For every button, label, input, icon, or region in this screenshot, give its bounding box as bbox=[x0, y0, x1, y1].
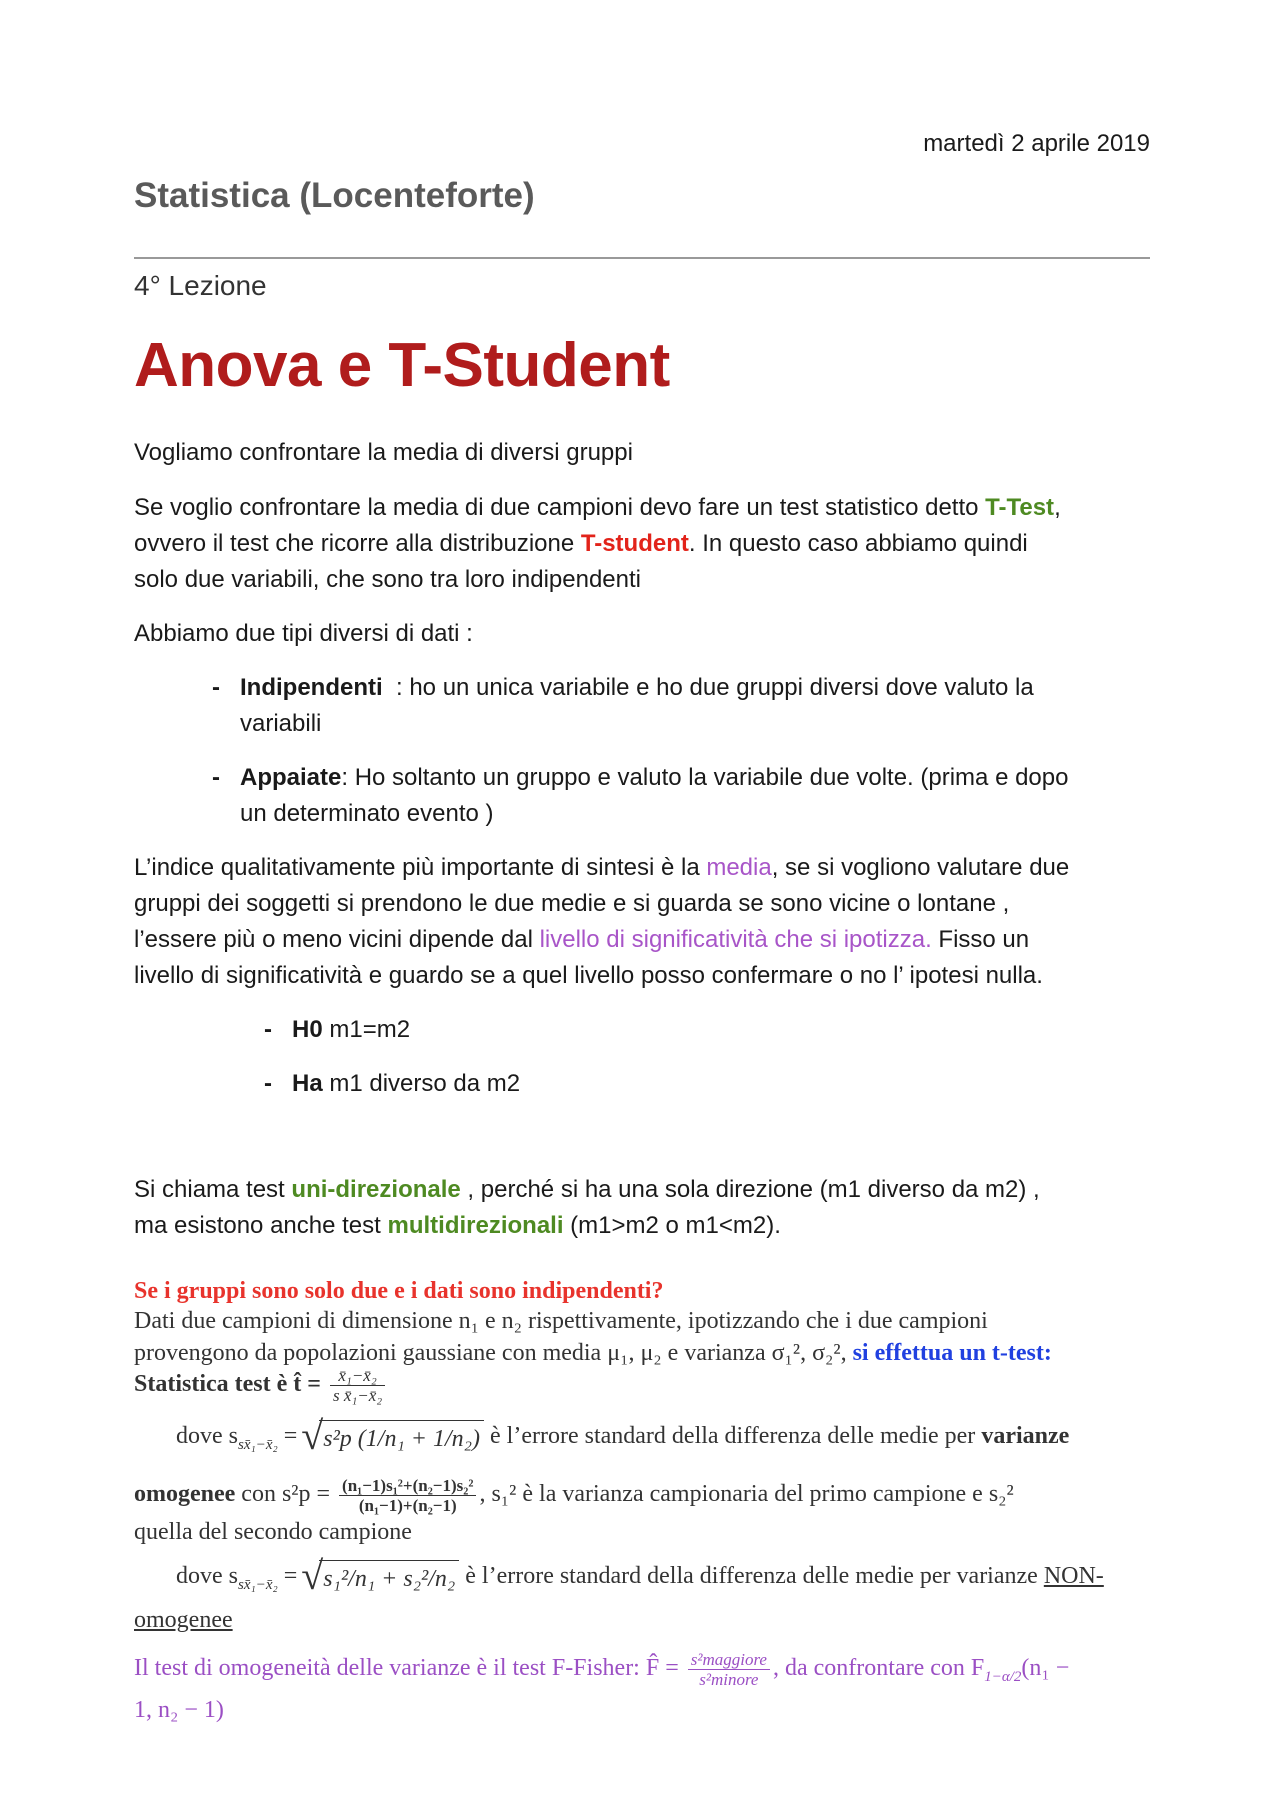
excerpt-line bbox=[134, 1694, 1174, 1726]
excerpt-ttest: si effettua un t-test: bbox=[852, 1340, 1052, 1366]
excerpt-sub: sx̄₁−x̄₂ bbox=[238, 1576, 278, 1593]
excerpt-text: omogenee bbox=[134, 1607, 233, 1633]
uni-term: uni-direzionale bbox=[291, 1176, 461, 1203]
data-type-desc: : Ho soltanto un gruppo e valuto la variabile due volte. (prima e dopo bbox=[341, 764, 1069, 791]
excerpt-sub: sx̄₁−x̄₂ bbox=[238, 1436, 278, 1453]
hypothesis-item bbox=[264, 1012, 411, 1048]
ttest-text: ovvero il test che ricorre alla distribuzione bbox=[134, 530, 581, 557]
fraction-den: (n₁−1)+(n₂−1) bbox=[358, 1496, 457, 1515]
excerpt-line bbox=[134, 1516, 1174, 1548]
fraction-num: (n₁−1)s₁²+(n₂−1)s₂² bbox=[339, 1476, 476, 1496]
excerpt-line bbox=[134, 1476, 1174, 1515]
significance-term: livello di significatività che si ipotizza. bbox=[539, 926, 932, 953]
direction-text: Si chiama test bbox=[134, 1176, 292, 1203]
direction-text: , perché si ha una sola direzione (m1 diverso da m2) , bbox=[460, 1176, 1040, 1203]
data-type-desc: un determinato evento ) bbox=[240, 800, 494, 827]
media-text: Fisso un bbox=[931, 926, 1030, 953]
formula-sqrt: √ s₁²/n₁ + s₂²/n₂ bbox=[319, 1560, 459, 1595]
date: martedì 2 aprile 2019 bbox=[923, 130, 1150, 157]
media-text: gruppi dei soggetti si prendono le due medie e si guarda se sono vicine o lontane , bbox=[134, 890, 1010, 917]
formula-fraction bbox=[688, 1650, 770, 1689]
hypothesis-text: m1=m2 bbox=[322, 1016, 411, 1043]
ttest-text: . In questo caso abbiamo quindi bbox=[688, 530, 1028, 557]
fraction-den: s x̄₁−x̄₂ bbox=[332, 1386, 383, 1405]
ttest-text: , bbox=[1054, 494, 1061, 521]
lesson-number: 4° Lezione bbox=[134, 270, 267, 301]
excerpt-text: dove s bbox=[176, 1563, 238, 1590]
hypothesis-text: m1 diverso da m2 bbox=[322, 1070, 521, 1097]
direction-text: ma esistono anche test bbox=[134, 1212, 388, 1239]
ttest-paragraph bbox=[134, 490, 1150, 598]
excerpt-text: varianze bbox=[981, 1423, 1070, 1450]
media-text: , se si vogliono valutare due bbox=[771, 854, 1070, 881]
bullet-dash: - bbox=[212, 674, 220, 701]
excerpt-text: , da confrontare con F bbox=[772, 1655, 985, 1682]
excerpt-text: con s²p = bbox=[235, 1481, 337, 1508]
excerpt-text: dove s bbox=[176, 1423, 238, 1450]
ttest-text: Se voglio confrontare la media di due campioni devo fare un test statistico detto bbox=[134, 494, 986, 521]
data-types-intro: Abbiamo due tipi diversi di dati : bbox=[134, 620, 473, 647]
media-paragraph bbox=[134, 850, 1150, 994]
excerpt-text: (n₁ − bbox=[1021, 1655, 1070, 1682]
excerpt-text: omogenee bbox=[134, 1481, 236, 1508]
excerpt-text: Dati due campioni di dimensione n₁ e n₂ rispettivamente, ipotizzando che i due campioni bbox=[134, 1308, 988, 1334]
data-type-desc: : ho un unica variabile e ho due gruppi diversi dove valuto la bbox=[382, 674, 1034, 701]
excerpt-text: è l’errore standard della differenza delle medie per varianze bbox=[459, 1563, 1044, 1590]
formula-sqrt: √ s²p (1/n₁ + 1/n₂) bbox=[319, 1420, 484, 1455]
fraction-den: s²minore bbox=[699, 1670, 759, 1689]
intro-paragraph: Vogliamo confrontare la media di diversi gruppi bbox=[134, 439, 633, 466]
excerpt-line bbox=[134, 1366, 1174, 1405]
list-item bbox=[212, 760, 1150, 832]
formula-fraction bbox=[330, 1366, 385, 1405]
excerpt-line bbox=[134, 1305, 1174, 1337]
ttest-term: T-Test bbox=[985, 494, 1055, 521]
tstudent-term: T-student bbox=[580, 530, 689, 557]
excerpt-text: 1, n₂ − 1) bbox=[134, 1697, 224, 1723]
page-title: Anova e T-Student bbox=[134, 331, 670, 400]
data-type-term: Indipendenti bbox=[240, 674, 383, 701]
data-type-desc: variabili bbox=[240, 710, 322, 737]
divider bbox=[134, 257, 1150, 259]
media-text: L’indice qualitativamente più importante di sintesi è la bbox=[134, 854, 707, 881]
hypothesis-label: H0 bbox=[292, 1016, 323, 1043]
excerpt-text: NON- bbox=[1043, 1563, 1104, 1590]
bullet-dash: - bbox=[264, 1016, 272, 1043]
excerpt-text: è l’errore standard della differenza delle medie per bbox=[484, 1423, 982, 1450]
data-type-term: Appaiate bbox=[240, 764, 342, 791]
list-item bbox=[212, 670, 1150, 742]
excerpt-text: Statistica test è t̂ = bbox=[134, 1371, 327, 1398]
excerpt-text: , s₁² è la varianza campionaria del primo campione e s₂² bbox=[479, 1481, 1014, 1508]
excerpt-text: quella del secondo campione bbox=[134, 1519, 412, 1545]
media-text: livello di significatività e guardo se a quel livello posso confermare o no l’ ipotesi nulla. bbox=[134, 962, 1043, 989]
excerpt-sub: 1−α/2 bbox=[984, 1668, 1022, 1685]
ttest-text: solo due variabili, che sono tra loro indipendenti bbox=[134, 566, 641, 593]
course-title: Statistica (Locenteforte) bbox=[134, 176, 535, 215]
multi-term: multidirezionali bbox=[387, 1212, 564, 1239]
excerpt-line bbox=[134, 1650, 1174, 1693]
bullet-dash: - bbox=[212, 764, 220, 791]
excerpt-text: provengono da popolazioni gaussiane con media μ₁, μ₂ e varianza σ₁², σ₂², bbox=[134, 1340, 853, 1366]
bullet-dash: - bbox=[264, 1070, 272, 1097]
excerpt-line bbox=[134, 1337, 1174, 1369]
excerpt-line: dove $s_{sx̄_1-x̄_2}$ = √ s₁²/n₁ + s₂²/n₂ è l’errore standard della differenza delle medie per varianze NON- bbox=[134, 1560, 1216, 1601]
excerpt-heading bbox=[134, 1275, 1174, 1307]
media-term: media bbox=[706, 854, 772, 881]
fraction-num: s²maggiore bbox=[688, 1650, 770, 1670]
direction-text: (m1>m2 o m1<m2). bbox=[563, 1212, 781, 1239]
excerpt-text: Il test di omogeneità delle varianze è il test F-Fisher: F̂ = bbox=[134, 1655, 685, 1682]
direction-paragraph bbox=[134, 1172, 1150, 1244]
formula-fraction bbox=[339, 1476, 476, 1515]
media-text: l’essere più o meno vicini dipende dal bbox=[134, 926, 540, 953]
fraction-num: x̄₁−x̄₂ bbox=[330, 1366, 385, 1386]
hypothesis-label: Ha bbox=[292, 1070, 323, 1097]
excerpt-line bbox=[134, 1604, 1174, 1636]
hypothesis-item bbox=[264, 1066, 521, 1102]
excerpt-heading-text: Se i gruppi sono solo due e i dati sono indipendenti? bbox=[134, 1278, 664, 1304]
excerpt-line: dove $s_{sx̄_1-x̄_2}$ = √ s²p (1/n₁ + 1/n₂) è l’errore standard della differenza delle medie per varianze bbox=[134, 1420, 1216, 1461]
